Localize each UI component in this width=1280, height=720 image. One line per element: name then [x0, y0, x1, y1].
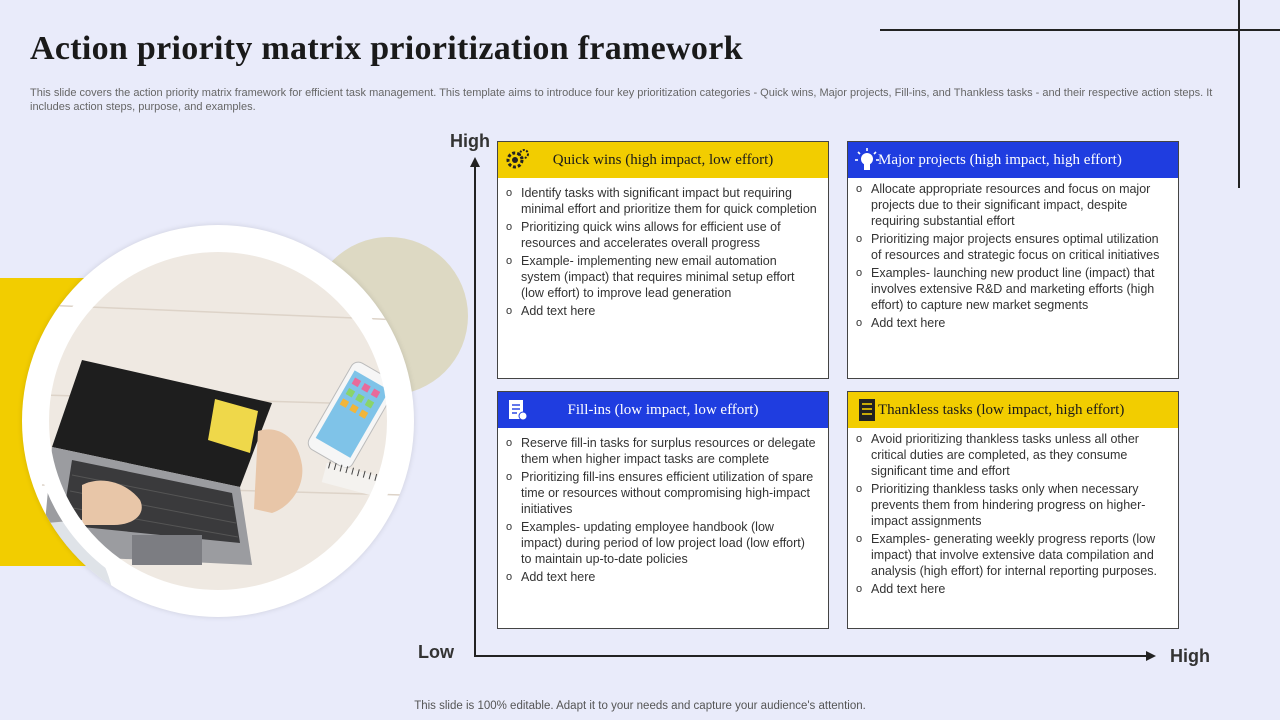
- decorative-horizontal-line: [880, 29, 1280, 31]
- thankless-tasks-list: [848, 428, 1178, 597]
- fill-ins-title: Fill-ins (low impact, low effort): [567, 401, 759, 418]
- quadrant-thankless-tasks: [847, 391, 1179, 629]
- major-projects-list: [848, 178, 1178, 331]
- list-item: o Allocate appropriate resources and focus on major projects due to their significant impact, despite requiring substantial effort: [856, 181, 1168, 229]
- quick-wins-header: [498, 142, 828, 178]
- list-item: o Reserve fill-in tasks for surplus resources or delegate them when higher impact tasks are complete: [506, 435, 818, 467]
- list-item: o Avoid prioritizing thankless tasks unless all other critical duties are completed, as they consume significant time and effort: [856, 431, 1168, 479]
- y-axis-arrow-icon: [470, 157, 480, 167]
- quadrant-major-projects: [847, 141, 1179, 379]
- gears-icon: [504, 147, 530, 173]
- list-item: o Add text here: [506, 569, 818, 585]
- fill-ins-list: [498, 428, 828, 585]
- major-projects-title: Major projects (high impact, high effort): [878, 151, 1122, 168]
- list-item: o Add text here: [856, 315, 1168, 331]
- footer-note: This slide is 100% editable. Adapt it to your needs and capture your audience's attention.: [414, 700, 866, 712]
- document-icon: [504, 397, 530, 423]
- laptop-photo: [22, 225, 414, 617]
- decorative-vertical-line: [1238, 0, 1240, 188]
- list-item: o Prioritizing fill-ins ensures efficient utilization of spare time or resources without compromising high-impact initiatives: [506, 469, 818, 517]
- quadrant-fill-ins: [497, 391, 829, 629]
- list-item: o Prioritizing quick wins allows for efficient use of resources and accelerates overall progress: [506, 219, 818, 251]
- x-axis-low-label: Low: [418, 642, 454, 662]
- list-item: o Identify tasks with significant impact but requiring minimal effort and prioritize them for quick completion: [506, 185, 818, 217]
- y-axis-line: [474, 165, 476, 657]
- x-axis-arrow-icon: [1146, 651, 1156, 661]
- quick-wins-title: Quick wins (high impact, low effort): [552, 151, 774, 168]
- list-item: o Examples- updating employee handbook (low impact) during period of low project load (low effort) to maintain up-to-date policies: [506, 519, 818, 567]
- list-item: o Add text here: [506, 303, 818, 319]
- x-axis-line: [474, 655, 1148, 657]
- list-item: o Example- implementing new email automation system (impact) that requires minimal setup effort (low effort) to improve lead generation: [506, 253, 818, 301]
- list-item: o Add text here: [856, 581, 1168, 597]
- quick-wins-list: [498, 178, 828, 319]
- slide-title: Action priority matrix prioritization framework: [30, 30, 743, 67]
- thankless-tasks-header: [848, 392, 1178, 428]
- x-axis-high-label: High: [1170, 646, 1210, 666]
- y-axis-high-label: High: [450, 131, 490, 151]
- list-item: o Examples- launching new product line (impact) that involves extensive R&D and marketing efforts (high effort) to capture new market segments: [856, 265, 1168, 313]
- lightbulb-icon: [854, 147, 880, 173]
- list-item: o Prioritizing major projects ensures optimal utilization of resources and strategic focus on critical initiatives: [856, 231, 1168, 263]
- list-item: o Prioritizing thankless tasks only when necessary prevents them from hindering progress on higher-impact assignments: [856, 481, 1168, 529]
- thankless-tasks-title: Thankless tasks (low impact, high effort): [878, 401, 1125, 418]
- fill-ins-header: [498, 392, 828, 428]
- major-projects-header: [848, 142, 1178, 178]
- list-item: o Examples- generating weekly progress reports (low impact) that involve extensive data compilation and analysis (high effort) for internal reporting purposes.: [856, 531, 1168, 579]
- quadrant-quick-wins: [497, 141, 829, 379]
- checklist-icon: [854, 397, 880, 423]
- slide-subtitle: This slide covers the action priority matrix framework for efficient task management. This template aims to introduce four key prioritization categories - Quick wins, Major projects, Fill-ins, and Thankless tasks - and their respective action steps. It includes action steps, purpose, and examples.: [30, 87, 1213, 113]
